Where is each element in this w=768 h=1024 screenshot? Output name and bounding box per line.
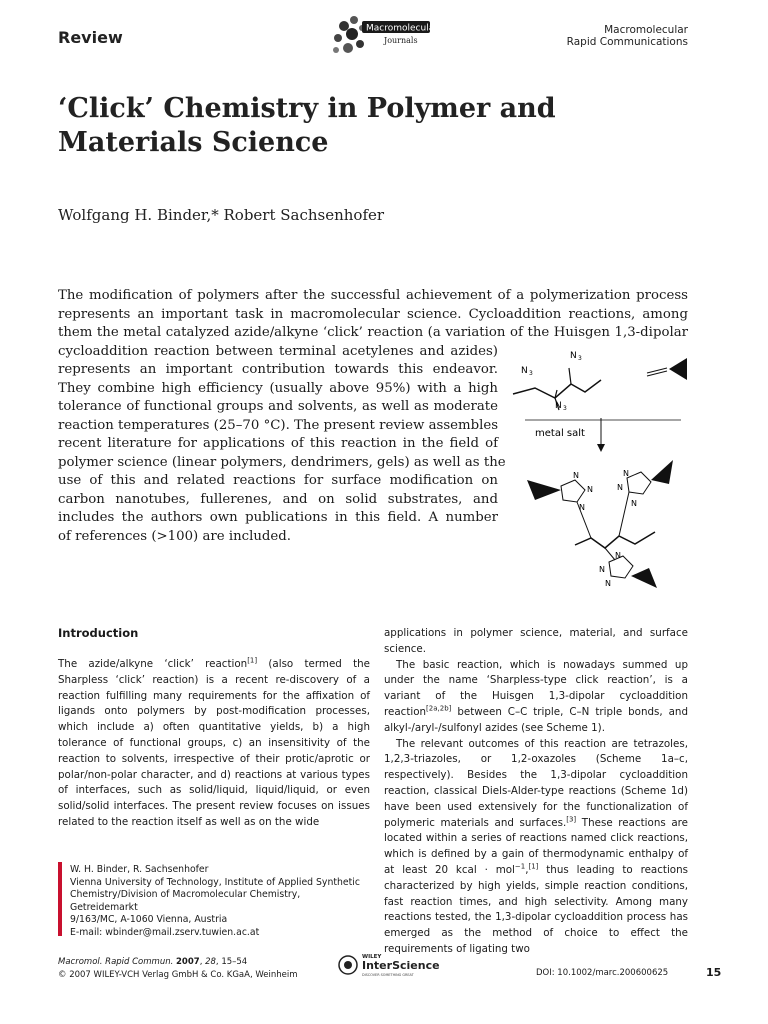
journal-name-line1: Macromolecular: [604, 24, 688, 36]
abstract-line: represents an important task in macromolecular science. Cycloaddition reactions, among: [58, 306, 688, 322]
abstract-line: tolerance of functional groups and solvents, as well as moderate: [58, 399, 498, 414]
journal-name-line2: Rapid Communications: [566, 36, 688, 48]
affiliation-names: W. H. Binder, R. Sachsenhofer: [70, 864, 209, 875]
interscience-logo: [336, 950, 456, 980]
abstract-line: reaction temperatures (25–70 °C). The present review assembles: [58, 417, 499, 433]
azide-sub: 3: [563, 405, 567, 412]
page-number: 15: [706, 966, 722, 979]
copyright-line: © 2007 WILEY-VCH Verlag GmbH & Co. KGaA, Weinheim: [58, 969, 298, 980]
affiliation-line: 9/163/MC, A-1060 Vienna, Austria: [70, 914, 228, 926]
reaction-scheme: [505, 340, 695, 600]
azide-sub: 3: [578, 355, 582, 362]
svg-text:N: N: [615, 551, 621, 560]
abstract-line: The modification of polymers after the successful achievement of a polymerization process: [58, 288, 688, 303]
abstract-line: polymer science (linear polymers, dendrimers, gels) as well as the: [58, 454, 506, 470]
section-label: Review: [58, 28, 123, 47]
metal-salt-label: metal salt: [535, 428, 585, 439]
abstract-line: of references (>100) are included.: [58, 528, 292, 544]
abstract-line: cycloaddition reaction between terminal acetylenes and azides): [58, 343, 498, 359]
affiliation-block: [70, 864, 370, 940]
svg-text:N: N: [605, 579, 611, 588]
abstract-line: them the metal catalyzed azide/alkyne ‘click’ reaction (a variation of the Huisgen 1,3-dipolar: [58, 325, 688, 340]
svg-text:N: N: [579, 503, 585, 512]
affiliation-line: Chemistry/Division of Macromolecular Chemistry, Getreidemarkt: [70, 889, 301, 913]
doi-link[interactable]: DOI: 10.1002/marc.200600625: [536, 968, 669, 978]
citation-ref[interactable]: [1]: [247, 656, 258, 665]
svg-text:N: N: [573, 471, 579, 480]
citation-ref[interactable]: [3]: [566, 815, 577, 824]
footer-citation: Macromol. Rapid Commun. 2007, 28, 15–54 © 2007 WILEY-VCH Verlag GmbH & Co. KGaA, Weinheim: [58, 957, 298, 980]
body-paragraph: The azide/alkyne ‘click’ reaction[1] (also termed the Sharpless ‘click’ reaction) is a recent re-discovery of a reaction fulfilling many requirements for the affixation of ligands onto polymers by post-modification processes, which include a) often quantitative yields, b) a high tolerance of functional groups, c) an insensitivity of the reaction to solvents, irrespective of their protic/aprotic or polar/non-polar character, and d) reactions at various types of interfaces, such as solid/liquid, liquid/liquid, or even solid/solid interfaces. The present review focuses on issues related to the reaction itself as well as on the wide: [58, 656, 370, 828]
title-line-2: Materials Science: [58, 127, 329, 158]
section-heading-introduction: Introduction: [58, 626, 139, 640]
journal-name: [567, 24, 688, 48]
logo-bottom-text: Journals: [384, 36, 418, 45]
azide-label: N: [555, 401, 562, 411]
svg-text:N: N: [631, 499, 637, 508]
azide-label: N: [570, 351, 577, 361]
body-paragraph: The basic reaction, which is nowadays summed up under the name ‘Sharpless-type click reaction’, is a variant of the Huisgen 1,3-dipolar cycloaddition reaction[2a,2b] between C–C triple, C–N triple bonds, and alkyl-/aryl-/sulfonyl azides (see Scheme 1).: [384, 658, 688, 734]
logo-top-text: Macromolecular: [366, 23, 438, 34]
svg-text:N: N: [623, 469, 629, 478]
affiliation-accent-bar: [58, 862, 62, 936]
unit-exponent: −1: [514, 862, 526, 871]
abstract-line: includes the authors own publications in this field. A number: [58, 510, 498, 525]
title-line-1: ‘Click’ Chemistry in Polymer and: [58, 93, 556, 124]
svg-text:DISCOVER SOMETHING GREAT: DISCOVER SOMETHING GREAT: [362, 973, 414, 977]
abstract-line: carbon nanotubes, fullerenes, and on solid substrates, and: [58, 491, 498, 507]
azide-sub: 3: [529, 370, 533, 377]
abstract-line: They combine high efficiency (usually above 95%) with a high: [58, 380, 498, 396]
author-list: Wolfgang H. Binder,* Robert Sachsenhofer: [58, 206, 385, 224]
svg-text:N: N: [617, 483, 623, 492]
body-column-right: [384, 626, 688, 958]
abstract-line: use of this and related reactions for surface modification on: [58, 473, 498, 488]
citation-ref[interactable]: [1]: [528, 862, 539, 871]
svg-text:InterScience: InterScience: [362, 959, 440, 972]
body-paragraph: applications in polymer science, material, and surface science.: [384, 627, 688, 655]
abstract-line: recent literature for applications of this reaction in the field of: [58, 436, 498, 451]
body-column-left: [58, 657, 370, 831]
svg-text:WILEY: WILEY: [362, 954, 382, 960]
affiliation-line: Vienna University of Technology, Institute of Applied Synthetic: [70, 876, 360, 888]
body-paragraph: The relevant outcomes of this reaction are tetrazoles, 1,2,3-triazoles, or 1,2-oxazoles (Scheme 1a–c, respectively). Besides the 1,3-dipolar cycloaddition reaction, classical Diels-Alder-type reactions (Scheme 1d) have been used extensively for the functionalization of polymeric materials and surfaces.[3] These reactions are located within a series of reactions named click reactions, which is defined by a gain of thermodynamic enthalpy of at least 20 kcal · mol$^{-1}$,[1] thus leading to reactions characterized by high yields, simple reaction conditions, fast reaction times, and high selectivity. Among many reactions tested, the 1,3-dipolar cycloaddition process has emerged as the method of choice to effect the requirements of ligating two: [384, 737, 688, 955]
article-title: [58, 92, 618, 160]
citation-ref[interactable]: [2a,2b]: [426, 704, 452, 713]
svg-text:N: N: [599, 565, 605, 574]
abstract-line: represents an important contribution towards this endeavor.: [58, 362, 498, 377]
azide-label: N: [521, 366, 528, 376]
journal-logo: [326, 10, 446, 58]
affiliation-email[interactable]: E-mail: wbinder@mail.zserv.tuwien.ac.at: [70, 926, 260, 938]
svg-text:N: N: [587, 485, 593, 494]
